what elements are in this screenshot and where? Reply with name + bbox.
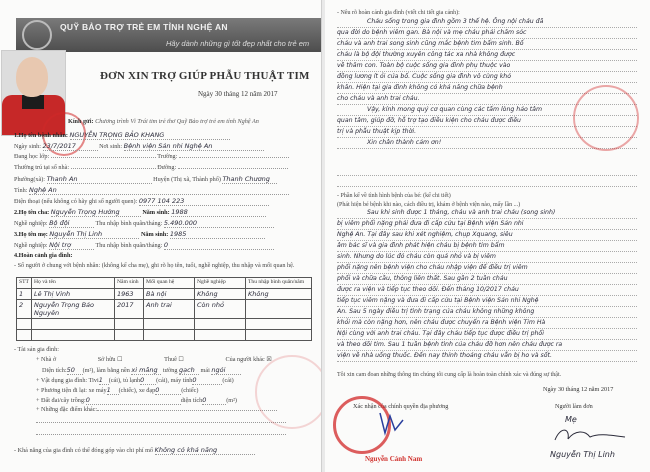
circumstances-line: về thăm con. Toàn bộ cuộc sống gia đình phụ thuộc vào bbox=[337, 61, 637, 72]
district-value: Thanh Chương bbox=[222, 175, 277, 184]
phone-row bbox=[14, 197, 269, 206]
birthplace-value: Bệnh viện Sản nhi Nghệ An bbox=[124, 142, 264, 151]
blank-line bbox=[337, 176, 637, 187]
other-features-row bbox=[36, 406, 277, 413]
application-form-right-page bbox=[325, 0, 650, 472]
roof-value: ngói bbox=[211, 366, 241, 375]
applicant-relation: Mẹ bbox=[565, 415, 577, 424]
father-job-value: Bộ đội bbox=[49, 219, 94, 228]
table-row bbox=[17, 300, 312, 319]
illness-line: sinh. Nhưng do lúc đó cháu còn quá nhỏ và bị viêm bbox=[337, 252, 637, 263]
assets-heading: - Tài sản gia đình: bbox=[14, 346, 59, 353]
phone-value: 0977 104 223 bbox=[139, 197, 269, 206]
others-checkbox[interactable]: Của người khác ☒ bbox=[225, 356, 272, 363]
cell: 1 bbox=[17, 289, 32, 300]
own-checkbox[interactable]: Sở hữu ☐ bbox=[97, 356, 123, 363]
faint-stamp bbox=[255, 355, 322, 429]
house-label: + Nhà ở bbox=[36, 356, 57, 363]
mother-job-label: Nghề nghiệp: bbox=[14, 242, 48, 249]
table-row bbox=[17, 319, 312, 330]
cell bbox=[246, 300, 312, 319]
cell: Không bbox=[195, 289, 246, 300]
cell: Anh trai bbox=[144, 300, 195, 319]
illness-line: và theo dõi tim. Sau 1 tuần bệnh tình của cháu đỡ hơn nên cháu được ra bbox=[337, 340, 637, 351]
computer-label: (cái), máy tính bbox=[156, 377, 193, 384]
wall-label: tường bbox=[162, 367, 178, 374]
cell: 2 bbox=[17, 300, 32, 319]
blank-line bbox=[36, 434, 286, 435]
cell: Nguyễn Trọng Bảo Nguyên bbox=[32, 300, 115, 319]
org-slogan: Hãy dành những gì tốt đẹp nhất cho trẻ em bbox=[166, 39, 310, 48]
addressee-label: Kính gửi: bbox=[68, 118, 94, 125]
circumstances-line: khăn. Hiện tại gia đình không có khả năng chữa bệnh bbox=[337, 83, 637, 94]
school-label: Trường: bbox=[157, 153, 178, 160]
illness-line: viện về nhà uống thuốc. Đến nay thỉnh thoảng cháu vẫn bị ho và sốt. bbox=[337, 351, 637, 362]
illness-line: âm bác sĩ và gia đình phát hiện cháu bị bệnh tim bẩm bbox=[337, 241, 637, 252]
land-area-value: 0 bbox=[202, 396, 226, 405]
district-label: Huyện (Thị xã, Thành phố) bbox=[153, 176, 221, 183]
family-section-heading bbox=[14, 252, 72, 259]
blank-line bbox=[337, 165, 637, 176]
form-date: Ngày 30 tháng 12 năm 2017 bbox=[198, 90, 278, 98]
col-job: Nghề nghiệp bbox=[195, 278, 246, 289]
land-row bbox=[36, 396, 237, 405]
phone-label: Điện thoại (nếu không có hãy ghi số người quen): bbox=[14, 198, 138, 205]
address-no-value bbox=[71, 168, 156, 169]
father-income-label: Thu nhập bình quân/tháng: bbox=[95, 220, 163, 227]
cell: Còn nhỏ bbox=[195, 300, 246, 319]
patient-name-value: NGUYỄN TRỌNG BẢO KHANG bbox=[70, 131, 230, 140]
mother-job-row bbox=[14, 241, 274, 250]
goods-label: + Vật dụng gia đình: Tivi bbox=[36, 377, 99, 384]
circumstances-line: cháu và anh trai song sinh cũng mắc bệnh tim bẩm sinh. Bố bbox=[337, 39, 637, 50]
ward-label: Phường(xã): bbox=[14, 176, 46, 183]
applicant-signature-icon bbox=[550, 425, 630, 447]
bike-label: (chiếc), xe đạp bbox=[118, 387, 156, 394]
birthplace-label: Nơi sinh: bbox=[99, 143, 123, 150]
area-row bbox=[42, 366, 241, 375]
other-features-label: + Những đặc điểm khác: bbox=[36, 406, 98, 413]
illness-label: - Phần kể về tình hình bệnh của bé: (kể chi tiết) bbox=[337, 193, 451, 199]
illness-line: được ra viện và tiếp tục theo dõi. Đến tháng 10/2017 cháu bbox=[337, 285, 637, 296]
illness-line: phổi nặng nên bệnh viện cho cháu nhập viện để điều trị viêm bbox=[337, 263, 637, 274]
mother-income-value: 0 bbox=[164, 241, 274, 250]
bike-value: 0 bbox=[155, 386, 181, 395]
land-label: + Đất đai/cây trồng: bbox=[36, 397, 86, 404]
circumstances-line: Cháu sống trong gia đình gồm 3 thế hệ. Ông nội cháu đã bbox=[337, 17, 637, 28]
table-row bbox=[17, 330, 312, 341]
commitment-text: Tôi xin cam đoan những thông tin chúng tôi cung cấp là hoàn toàn chính xác và đúng sự thật. bbox=[337, 372, 562, 378]
area-label: Diện tích: bbox=[42, 367, 67, 374]
father-birth-year-label: Năm sinh: bbox=[142, 209, 170, 216]
father-name-label: 2.Họ tên cha: bbox=[14, 209, 50, 216]
col-name: Họ và tên bbox=[32, 278, 115, 289]
mother-name-value: Nguyễn Thị Linh bbox=[49, 230, 139, 239]
rent-checkbox[interactable]: Thuê ☐ bbox=[164, 356, 184, 363]
mother-job-value: Nội trợ bbox=[49, 241, 94, 250]
ward-value: Thanh An bbox=[47, 175, 152, 184]
col-birth-year: Năm sinh bbox=[115, 278, 144, 289]
school-value bbox=[179, 157, 289, 158]
photo-face bbox=[16, 57, 48, 97]
patient-name-label: 1.Họ tên bệnh nhân: bbox=[14, 132, 68, 139]
land-unit: (m²) bbox=[226, 397, 237, 404]
applicant-name: Nguyễn Thị Linh bbox=[550, 450, 615, 459]
photo-collar bbox=[22, 95, 44, 109]
col-income: Thu nhập bình quân/năm bbox=[246, 278, 312, 289]
signing-date: Ngày 30 tháng 12 năm 2017 bbox=[543, 386, 614, 393]
table-row bbox=[17, 289, 312, 300]
roof-label: mái bbox=[200, 367, 210, 374]
family-section-label: 4.Hoàn cảnh gia đình: bbox=[14, 252, 73, 259]
illness-line: Nội cùng với anh trai cháu. Tại đây cháu tiếp tục được điều trị phổi bbox=[337, 329, 637, 340]
cell: Lê Thị Vinh bbox=[32, 289, 115, 300]
address-row bbox=[14, 164, 288, 171]
contribution-label: - Khả năng của gia đình có thể đóng góp vào chi phí mổ bbox=[14, 447, 154, 454]
fund-logo-icon bbox=[22, 20, 52, 50]
unit-chiec: (chiếc) bbox=[181, 387, 199, 394]
mother-income-label: Thu nhập bình quân/tháng: bbox=[95, 242, 163, 249]
illness-line: Sau khi sinh được 1 tháng, cháu và anh trai cháu (song sinh) bbox=[337, 208, 637, 219]
address-no-label: Thường trú tại số nhà: bbox=[14, 164, 70, 171]
fridge-value: 0 bbox=[140, 376, 156, 385]
applicant-label: Người làm đơn bbox=[555, 403, 593, 410]
circumstances-line: Vậy, kính mong quý cơ quan cùng các tấm lòng hảo tâm bbox=[337, 105, 637, 116]
mother-name-label: 3.Họ tên mẹ: bbox=[14, 231, 48, 238]
transport-label: + Phương tiện đi lại: xe máy bbox=[36, 387, 107, 394]
wall-value: gạch bbox=[179, 366, 199, 375]
house-row bbox=[36, 356, 272, 363]
cell: Không bbox=[246, 289, 312, 300]
father-name-value: Nguyễn Trọng Hướng bbox=[51, 208, 141, 217]
illness-line: phổi và chữa cầu, thông liên thất. Sau gần 2 tuần cháu bbox=[337, 274, 637, 285]
father-income-value: 5.490.000 bbox=[164, 219, 274, 228]
illness-line: An. Sau 5 ngày điều trị tình trạng của cháu không những không bbox=[337, 307, 637, 318]
illness-line: khỏi mà còn nặng hơn, nên cháu được chuyển ra Bệnh viện Tim Hà bbox=[337, 318, 637, 329]
cell: 2017 bbox=[115, 300, 144, 319]
motorbike-value: 1 bbox=[107, 386, 119, 395]
father-job-label: Nghề nghiệp: bbox=[14, 220, 48, 227]
household-members-table bbox=[16, 277, 312, 341]
addressee-value: Chương trình Vì Trái tim trẻ thơ Quỹ Bảo trợ trẻ em tỉnh Nghệ An bbox=[95, 118, 259, 125]
patient-name-row bbox=[14, 131, 230, 140]
circumstances-line: trị và phẫu thuật kịp thời. bbox=[337, 127, 637, 138]
school-class-label: Đang học lớp: bbox=[14, 153, 50, 160]
col-relation: Mối quan hệ bbox=[144, 278, 195, 289]
members-intro: - Số người ở chung với bệnh nhân: (không kể cha mẹ), ghi rõ họ tên, tuổi, nghề nghiệp, thu nhập và mối quan hệ. bbox=[14, 262, 295, 269]
illness-hint: (Phát hiện bé bệnh khi nào, cách điều trị, khám ở bệnh viện nào, mấy lần ...) bbox=[337, 202, 521, 208]
tv-value: 1 bbox=[99, 376, 109, 385]
circumstances-line: đồng lương ít ỏi của bố. Cuộc sống gia đình vô cùng khó bbox=[337, 72, 637, 83]
father-birth-year-value: 1988 bbox=[171, 208, 266, 217]
contribution-row bbox=[14, 446, 255, 455]
local-confirm-label: Xác nhận của chính quyền địa phương bbox=[353, 403, 449, 410]
fridge-label: (cái), tủ lạnh bbox=[108, 377, 141, 384]
application-form-left-page bbox=[0, 0, 322, 472]
mother-name-row bbox=[14, 230, 265, 239]
circumstances-line: cháu là bộ đội thường xuyên công tác xa nhà không được bbox=[337, 50, 637, 61]
form-title: ĐƠN XIN TRỢ GIÚP PHẪU THUẬT TIM bbox=[100, 70, 310, 82]
cell: Bà nội bbox=[144, 289, 195, 300]
table-header-row bbox=[17, 278, 312, 289]
addressee bbox=[68, 118, 259, 125]
unit-cai: (cái) bbox=[222, 377, 234, 384]
school-row bbox=[14, 153, 289, 160]
circumstances-line: cho cháu và anh trai cháu. bbox=[337, 94, 637, 105]
area-unit: (m²), làm bằng nền bbox=[82, 367, 130, 374]
circumstances-line: Xin chân thành cảm ơn! bbox=[337, 138, 637, 149]
official-signature-icon bbox=[375, 408, 405, 438]
org-name: QUỸ BẢO TRỢ TRẺ EM TỈNH NGHỆ AN bbox=[60, 22, 228, 32]
floor-value: xi măng bbox=[131, 366, 161, 375]
dob-label: Ngày sinh: bbox=[14, 143, 41, 150]
father-job-row bbox=[14, 219, 274, 228]
other-features-value bbox=[97, 410, 277, 411]
dob-value: 23/7/2017 bbox=[43, 142, 98, 151]
land-area-label: diện tích bbox=[180, 397, 203, 404]
cell: 1963 bbox=[115, 289, 144, 300]
province-row bbox=[14, 186, 289, 195]
fund-banner bbox=[16, 18, 322, 52]
transport-row bbox=[36, 386, 198, 395]
red-stamp-right bbox=[573, 85, 639, 151]
mother-birth-year-value: 1985 bbox=[170, 230, 265, 239]
circumstances-line: qua đời do bệnh viêm gan. Bà nội và mẹ cháu phải chăm sóc bbox=[337, 28, 637, 39]
street-value bbox=[178, 168, 288, 169]
contribution-value: Không có khả năng bbox=[155, 446, 255, 455]
father-name-row bbox=[14, 208, 266, 217]
illness-line: bị viêm phổi nặng phải đưa đi cấp cứu tại Bệnh viện Sản nhi bbox=[337, 219, 637, 230]
province-value: Nghệ An bbox=[29, 186, 289, 195]
school-class-value bbox=[51, 157, 156, 158]
circumstances-line: quan tâm, giúp đỡ, hỗ trợ tạo điều kiện cho cháu được điều bbox=[337, 116, 637, 127]
circumstances-label: - Nêu rõ hoàn cảnh gia đình (viết chi tiết gia cảnh): bbox=[337, 10, 460, 16]
street-label: Đường: bbox=[157, 164, 177, 171]
land-value: 0 bbox=[86, 396, 181, 405]
illness-line: tiếp tục viêm nặng và đưa đi cấp cứu tại Bệnh viện Sản nhi Nghệ bbox=[337, 296, 637, 307]
illness-line: Nghệ An. Tại đây sau khi xét nghiệm, chụp Xquang, siêu bbox=[337, 230, 637, 241]
official-name: Nguyễn Cảnh Nam bbox=[365, 455, 423, 463]
computer-value: 0 bbox=[192, 376, 222, 385]
dob-row bbox=[14, 142, 264, 151]
area-value: 50 bbox=[67, 366, 83, 375]
province-label: Tỉnh: bbox=[14, 187, 28, 194]
ward-row bbox=[14, 175, 277, 184]
col-stt: STT bbox=[17, 278, 32, 289]
goods-row bbox=[36, 376, 234, 385]
blank-line bbox=[36, 422, 286, 423]
mother-birth-year-label: Năm sinh: bbox=[140, 231, 169, 238]
